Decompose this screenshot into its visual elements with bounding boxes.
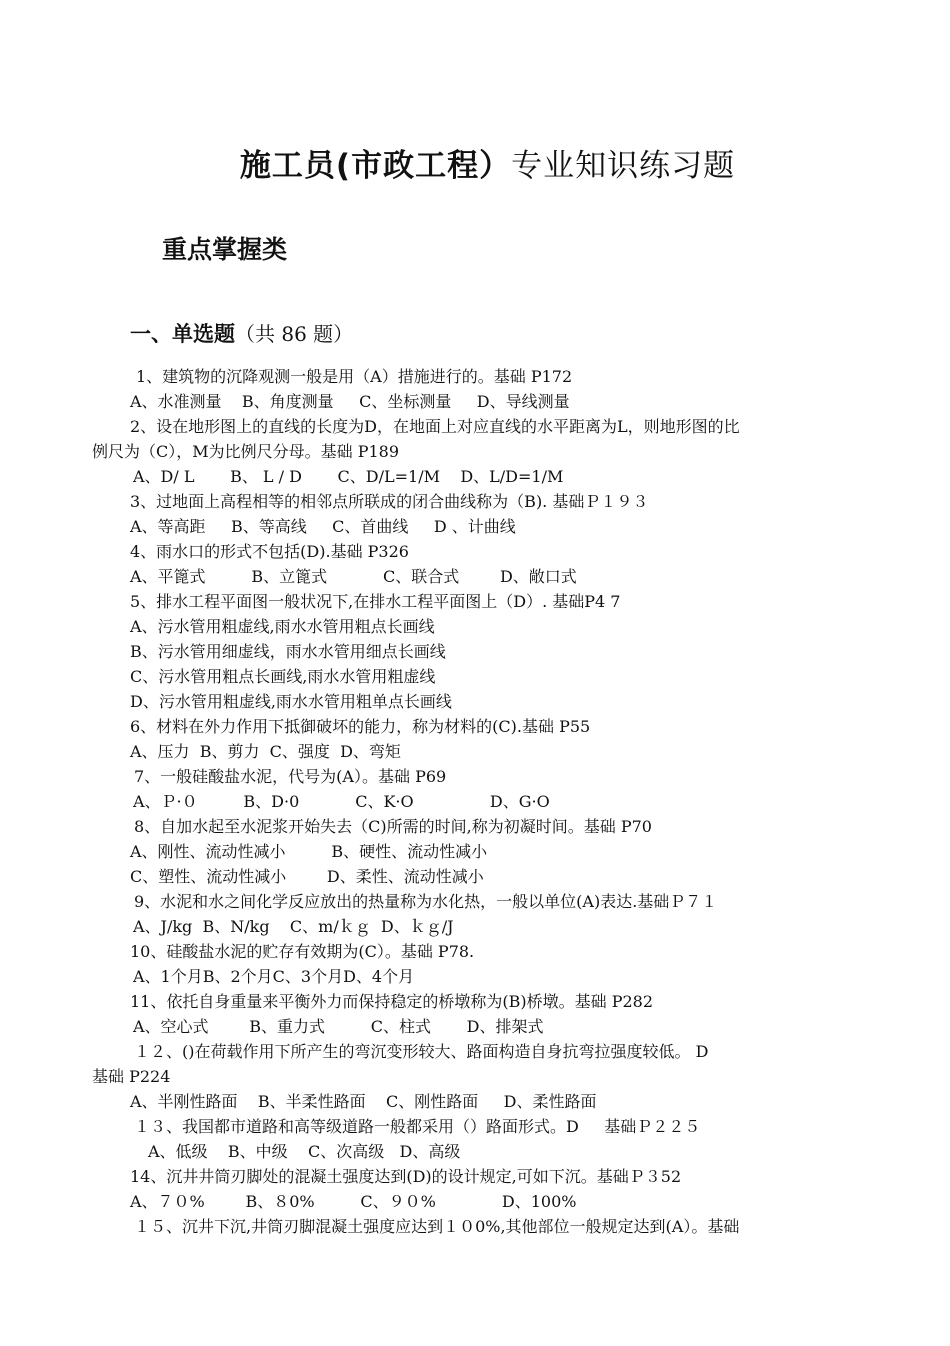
question-line: 9、水泥和水之间化学反应放出的热量称为水化热，一般以单位(A)表达.基础Ｐ７１ <box>134 892 718 911</box>
question-line: 7、一般硅酸盐水泥，代号为(A）。基础 P69 <box>134 767 447 786</box>
question-line: 2、设在地形图上的直线的长度为D，在地面上对应直线的水平距离为L，则地形图的比 <box>130 417 740 436</box>
answer-line: A、水准测量 B、角度测量 C、坐标测量 D、导线测量 <box>130 392 570 411</box>
answer-line: A、J/kg B、N/kg C、m/ｋｇ D、ｋｇ/J <box>133 917 454 936</box>
question-line: 14、沉井井筒刃脚处的混凝土强度达到(D)的设计规定,可如下沉。基础Ｐ３52 <box>130 1167 682 1186</box>
title-rest: 专业知识练习题 <box>511 148 736 184</box>
question-line: 例尺为（C），M为比例尺分母。基础 P189 <box>92 442 400 461</box>
question-line: １３、我国都市道路和高等级道路一般都采用（）路面形式。D 基础Ｐ２２５ <box>134 1117 701 1136</box>
section-heading: 重点掌握类 <box>162 235 288 264</box>
answer-line: A、半刚性路面 B、半柔性路面 C、刚性路面 D、柔性路面 <box>130 1092 597 1111</box>
heading-label: 一、单选题 <box>130 322 235 346</box>
answer-line: C、污水管用粗点长画线,雨水水管用粗虚线 <box>130 667 436 686</box>
question-line: 1、建筑物的沉降观测一般是用（A）措施进行的。基础 P172 <box>136 367 573 386</box>
answer-line: A、1个月B、2个月C、3个月D、4个月 <box>133 967 415 986</box>
answer-line: A、等高距 B、等高线 C、首曲线 D 、计曲线 <box>130 517 516 536</box>
question-line: 4、雨水口的形式不包括(D).基础 P326 <box>130 542 409 561</box>
answer-line: A、平篦式 B、立篦式 C、联合式 D、敞口式 <box>130 567 577 586</box>
answer-line: A、７０% B、８0% C、９０% D、100% <box>130 1192 577 1211</box>
question-line: 6、材料在外力作用下抵御破坏的能力，称为材料的(C).基础 P55 <box>130 717 591 736</box>
answer-line: A、压力 B、剪力 C、强度 D、弯矩 <box>130 742 401 761</box>
answer-line: D、污水管用粗虚线,雨水水管用粗单点长画线 <box>130 692 452 711</box>
answer-line: A、低级 B、中级 C、次高级 D、高级 <box>148 1142 461 1161</box>
answer-line: A、D/ L B、 L / D C、D/L=1/M D、L/D=1/M <box>133 467 564 486</box>
title-main: 施工员(市政工程） <box>239 148 512 184</box>
answer-line: A、Ｐ·０ B、D·0 C、K·O D、G·O <box>133 792 550 811</box>
answer-line: A、污水管用粗虚线,雨水水管用粗点长画线 <box>130 617 435 636</box>
document-title <box>0 140 950 185</box>
answer-line: A、空心式 B、重力式 C、柱式 D、排架式 <box>133 1017 544 1036</box>
answer-line: B、污水管用细虚线，雨水水管用细点长画线 <box>130 642 446 661</box>
question-line: 基础 P224 <box>92 1067 171 1086</box>
question-line: 8、自加水起至水泥浆开始失去（C)所需的时间,称为初凝时间。基础 P70 <box>134 817 652 836</box>
question-line: １５、沉井下沉,井筒刃脚混凝土强度应达到１０0%,其他部位一般规定达到(A）。基础 <box>134 1217 740 1236</box>
question-line: 11、依托自身重量来平衡外力而保持稳定的桥墩称为(B)桥墩。基础 P282 <box>130 992 653 1011</box>
question-group-heading <box>130 318 353 348</box>
question-line: 10、硅酸盐水泥的贮存有效期为(C）。基础 P78. <box>130 942 475 961</box>
question-line: 5、排水工程平面图一般状况下,在排水工程平面图上（D）. 基础P4 7 <box>130 592 621 611</box>
question-line: １２、()在荷载作用下所产生的弯沉变形较大、路面构造自身抗弯拉强度较低。 D <box>134 1042 709 1061</box>
heading-count: （共 86 题） <box>235 322 354 346</box>
question-line: 3、过地面上高程相等的相邻点所联成的闭合曲线称为（B). 基础Ｐ１９３ <box>130 492 649 511</box>
answer-line: C、塑性、流动性减小 D、柔性、流动性减小 <box>130 867 484 886</box>
answer-line: A、刚性、流动性减小 B、硬性、流动性减小 <box>130 842 488 861</box>
